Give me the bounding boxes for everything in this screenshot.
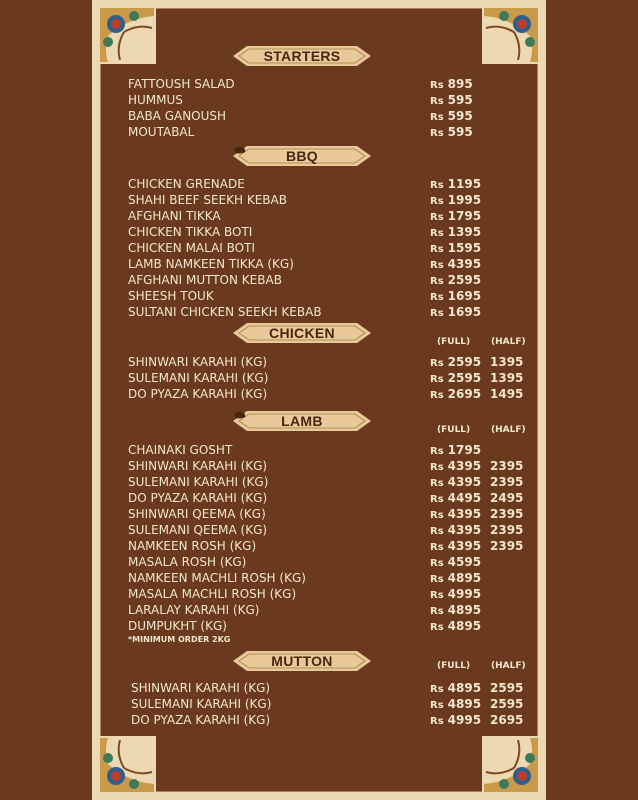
section-title-chicken: CHICKEN xyxy=(269,325,335,341)
column-header-full: (FULL) xyxy=(437,425,471,435)
menu-item-price: Rs 1695 xyxy=(430,305,482,319)
menu-item-price: Rs 4395 xyxy=(430,459,482,473)
menu-item-half-price: 2595 xyxy=(490,697,524,711)
corner-ornament-bottom-left xyxy=(98,736,156,794)
column-header-half: (HALF) xyxy=(491,337,526,347)
column-header-half: (HALF) xyxy=(491,661,526,671)
menu-item-name: AFGHANI TIKKA xyxy=(128,209,221,223)
menu-item-price: Rs 4995 xyxy=(430,713,482,727)
menu-item-name: FATTOUSH SALAD xyxy=(128,77,235,91)
menu-item-name: AFGHANI MUTTON KEBAB xyxy=(128,273,282,287)
menu-item-price: Rs 4395 xyxy=(430,257,482,271)
menu-item-price: Rs 4895 xyxy=(430,571,482,585)
menu-item-price: Rs 1595 xyxy=(430,241,482,255)
column-header-half: (HALF) xyxy=(491,425,526,435)
menu-item-name: NAMKEEN MACHLI ROSH (KG) xyxy=(128,571,306,585)
menu-item-name: SHAHI BEEF SEEKH KEBAB xyxy=(128,193,287,207)
corner-ornament-top-right xyxy=(482,6,540,64)
menu-item-price: Rs 4395 xyxy=(430,507,482,521)
menu-item-name: SHINWARI QEEMA (KG) xyxy=(128,507,266,521)
menu-item-name: SULEMANI KARAHI (KG) xyxy=(128,475,269,489)
menu-item-price: Rs 4495 xyxy=(430,491,482,505)
section-title-lamb: LAMB xyxy=(281,413,323,429)
menu-item-name: SHINWARI KARAHI (KG) xyxy=(128,459,268,473)
menu-item-name: CHICKEN TIKKA BOTI xyxy=(128,225,253,239)
section-banner-starters xyxy=(233,45,371,67)
section-title-starters: STARTERS xyxy=(263,48,341,64)
menu-item-price: Rs 4395 xyxy=(430,523,482,537)
menu-item-price: Rs 1995 xyxy=(430,193,482,207)
menu-item-name: DO PYAZA KARAHI (KG) xyxy=(128,491,268,505)
menu-item-half-price: 2395 xyxy=(490,459,524,473)
menu-item-name: SHINWARI KARAHI (KG) xyxy=(131,681,271,695)
menu-item-half-price: 1395 xyxy=(490,355,524,369)
menu-item-price: Rs 4995 xyxy=(430,587,482,601)
menu-item-price: Rs 1695 xyxy=(430,289,482,303)
menu-item-name: SULTANI CHICKEN SEEKH KEBAB xyxy=(128,305,322,319)
menu-item-name: MASALA MACHLI ROSH (KG) xyxy=(128,587,297,601)
menu-item-price: Rs 4895 xyxy=(430,697,482,711)
section-title-bbq: BBQ xyxy=(285,148,318,164)
menu-item-price: Rs 4895 xyxy=(430,681,482,695)
menu-item-price: Rs 2595 xyxy=(430,273,482,287)
corner-ornament-top-left xyxy=(98,6,156,64)
section-banner-chicken xyxy=(233,322,371,344)
section-banner-lamb xyxy=(233,410,371,432)
menu-item-half-price: 1395 xyxy=(490,371,524,385)
menu-item-half-price: 2395 xyxy=(490,507,524,521)
menu-item-name: NAMKEEN ROSH (KG) xyxy=(128,539,257,553)
menu-item-name: CHAINAKI GOSHT xyxy=(128,443,233,457)
menu-item-name: SULEMANI KARAHI (KG) xyxy=(131,697,272,711)
meat-cut-icon xyxy=(233,145,247,155)
menu-item-name: SULEMANI QEEMA (KG) xyxy=(128,523,268,537)
menu-item-price: Rs 4895 xyxy=(430,619,482,633)
menu-item-price: Rs 4595 xyxy=(430,555,482,569)
menu-item-price: Rs 1395 xyxy=(430,225,482,239)
menu-item-price: Rs 595 xyxy=(430,109,473,123)
meat-cut-icon xyxy=(233,410,247,420)
column-header-full: (FULL) xyxy=(437,661,471,671)
menu-item-name: SULEMANI KARAHI (KG) xyxy=(128,371,269,385)
menu-item-half-price: 2495 xyxy=(490,491,524,505)
menu-item-half-price: 2395 xyxy=(490,523,524,537)
menu-item-half-price: 2395 xyxy=(490,475,524,489)
menu-item-name: DO PYAZA KARAHI (KG) xyxy=(128,387,268,401)
menu-item-price: Rs 2695 xyxy=(430,387,482,401)
section-banner-bbq xyxy=(233,145,371,167)
menu-item-price: Rs 1795 xyxy=(430,209,482,223)
menu-item-name: SHINWARI KARAHI (KG) xyxy=(128,355,268,369)
menu-item-price: Rs 595 xyxy=(430,93,473,107)
menu-item-name: HUMMUS xyxy=(128,93,183,107)
menu-item-name: MOUTABAL xyxy=(128,125,195,139)
menu-item-name: SHEESH TOUK xyxy=(128,289,214,303)
menu-item-price: Rs 2595 xyxy=(430,355,482,369)
menu-item-half-price: 2395 xyxy=(490,539,524,553)
menu-item-half-price: 2595 xyxy=(490,681,524,695)
menu-item-price: Rs 4395 xyxy=(430,539,482,553)
menu-item-name: CHICKEN GRENADE xyxy=(128,177,245,191)
minimum-order-note: *MINIMUM ORDER 2KG xyxy=(128,635,231,644)
menu-item-price: Rs 895 xyxy=(430,77,473,91)
section-banner-mutton xyxy=(233,650,371,672)
menu-item-name: DO PYAZA KARAHI (KG) xyxy=(131,713,271,727)
section-title-mutton: MUTTON xyxy=(271,653,333,669)
menu-item-name: DUMPUKHT (KG) xyxy=(128,619,227,633)
menu-item-price: Rs 1195 xyxy=(430,177,482,191)
column-header-full: (FULL) xyxy=(437,337,471,347)
menu-item-price: Rs 4395 xyxy=(430,475,482,489)
menu-item-name: LARALAY KARAHI (KG) xyxy=(128,603,260,617)
menu-item-name: CHICKEN MALAI BOTI xyxy=(128,241,255,255)
menu-item-name: LAMB NAMKEEN TIKKA (KG) xyxy=(128,257,294,271)
corner-ornament-bottom-right xyxy=(482,736,540,794)
menu-item-name: BABA GANOUSH xyxy=(128,109,227,123)
menu-item-half-price: 2695 xyxy=(490,713,524,727)
menu-item-half-price: 1495 xyxy=(490,387,524,401)
menu-item-price: Rs 4895 xyxy=(430,603,482,617)
menu-item-price: Rs 1795 xyxy=(430,443,482,457)
menu-item-price: Rs 2595 xyxy=(430,371,482,385)
menu-item-price: Rs 595 xyxy=(430,125,473,139)
menu-item-name: MASALA ROSH (KG) xyxy=(128,555,247,569)
